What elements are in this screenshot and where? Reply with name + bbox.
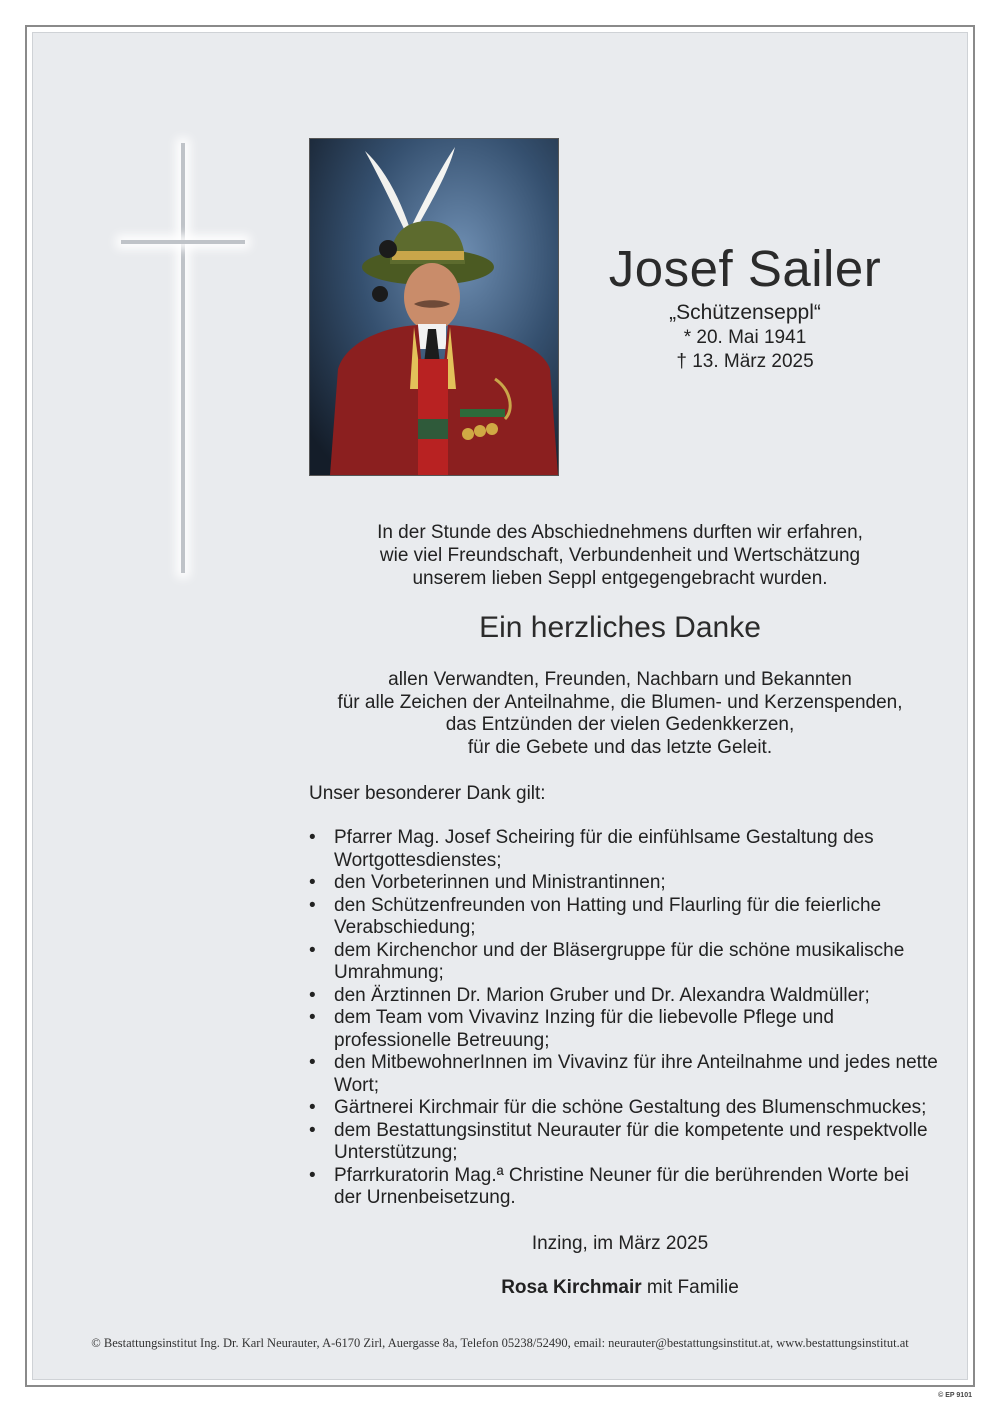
list-item (309, 985, 939, 1008)
list-item-text: dem Kirchenchor und der Bläsergruppe für die schöne musikalische Umrahmung; (334, 939, 905, 983)
signature (300, 1276, 940, 1300)
list-item-text: dem Bestattungsinstitut Neurauter für die kompetente und respektvolle Unterstützung; (334, 1119, 928, 1163)
bullet: • (309, 1097, 316, 1118)
signature-suffix: mit Familie (641, 1277, 739, 1298)
list-item-text: Pfarrkuratorin Mag.ª Christine Neuner für die berührenden Worte bei der Urnenbeisetzung. (334, 1164, 909, 1208)
portrait-photo (309, 138, 559, 476)
cross-icon-bar (121, 240, 245, 244)
list-item (309, 1120, 939, 1165)
place-date: Inzing, im März 2025 (531, 1233, 709, 1254)
print-code: © EP 9101 (938, 1392, 972, 1399)
bullet: • (309, 872, 316, 893)
list-item (309, 1007, 939, 1052)
bullet: • (309, 939, 316, 961)
list-item (309, 1165, 939, 1210)
intro-line: wie viel Freundschaft, Verbundenheit und Wertschätzung (379, 545, 861, 566)
intro-line: unserem lieben Seppl entgegengebracht wurden. (412, 568, 828, 589)
signature-name: Rosa Kirchmair (501, 1277, 642, 1298)
thanks-line: für alle Zeichen der Anteilnahme, die Blumen- und Kerzenspenden, (337, 691, 903, 713)
thanks-line: für die Gebete und das letzte Geleit. (467, 736, 773, 758)
birth-date: * 20. Mai 1941 (683, 327, 807, 348)
special-thanks-list (309, 827, 939, 1210)
thanks-line: das Entzünden der vielen Gedenkkerzen, (445, 714, 795, 735)
bullet: • (309, 894, 316, 916)
bullet: • (309, 1164, 316, 1186)
list-item-text: dem Team vom Vivavinz Inzing für die liebevolle Pflege und professionelle Betreuung; (334, 1007, 834, 1051)
cross-icon (181, 143, 185, 573)
bullet: • (309, 984, 316, 1006)
name-block (575, 240, 915, 374)
footer-imprint: © Bestattungsinstitut Ing. Dr. Karl Neurauter, A-6170 Zirl, Auergasse 8a, Telefon 05238/52490, email: neurauter@bestattungsinstitut.at, www.bestattungsinstitut.at (91, 1336, 909, 1350)
bullet: • (309, 827, 316, 848)
thanks-heading: Ein herzliches Danke (479, 611, 761, 644)
deceased-name: Josef Sailer (608, 240, 882, 297)
list-item (309, 1052, 939, 1097)
death-date: † 13. März 2025 (676, 351, 814, 372)
list-item-text: den Schützenfreunden von Hatting und Flaurling für die feierliche Verabschiedung; (334, 894, 882, 938)
bullet: • (309, 1052, 316, 1073)
list-item (309, 895, 939, 940)
intro-line: In der Stunde des Abschiednehmens durften wir erfahren, (377, 522, 863, 543)
list-item-text: den Vorbeterinnen und Ministrantinnen; (334, 872, 666, 893)
thanks-text (300, 669, 940, 759)
bullet: • (309, 1119, 316, 1141)
intro-text (300, 521, 940, 590)
list-item-text: den MitbewohnerInnen im Vivavinz für ihre Anteilnahme und jedes nette Wort; (334, 1052, 938, 1096)
bullet: • (309, 1007, 316, 1028)
list-item (309, 827, 939, 872)
thanks-line: allen Verwandten, Freunden, Nachbarn und Bekannten (388, 669, 852, 690)
list-item-text: den Ärztinnen Dr. Marion Gruber und Dr. Alexandra Waldmüller; (334, 984, 870, 1006)
list-item (309, 872, 939, 895)
list-item (309, 1097, 939, 1120)
list-item (309, 940, 939, 985)
nickname: „Schützenseppl“ (669, 301, 821, 324)
list-item-text: Pfarrer Mag. Josef Scheiring für die einfühlsame Gestaltung des Wortgottesdienstes; (334, 827, 874, 871)
list-item-text: Gärtnerei Kirchmair für die schöne Gestaltung des Blumenschmuckes; (334, 1097, 927, 1118)
special-thanks-heading: Unser besonderer Dank gilt: (309, 783, 546, 804)
